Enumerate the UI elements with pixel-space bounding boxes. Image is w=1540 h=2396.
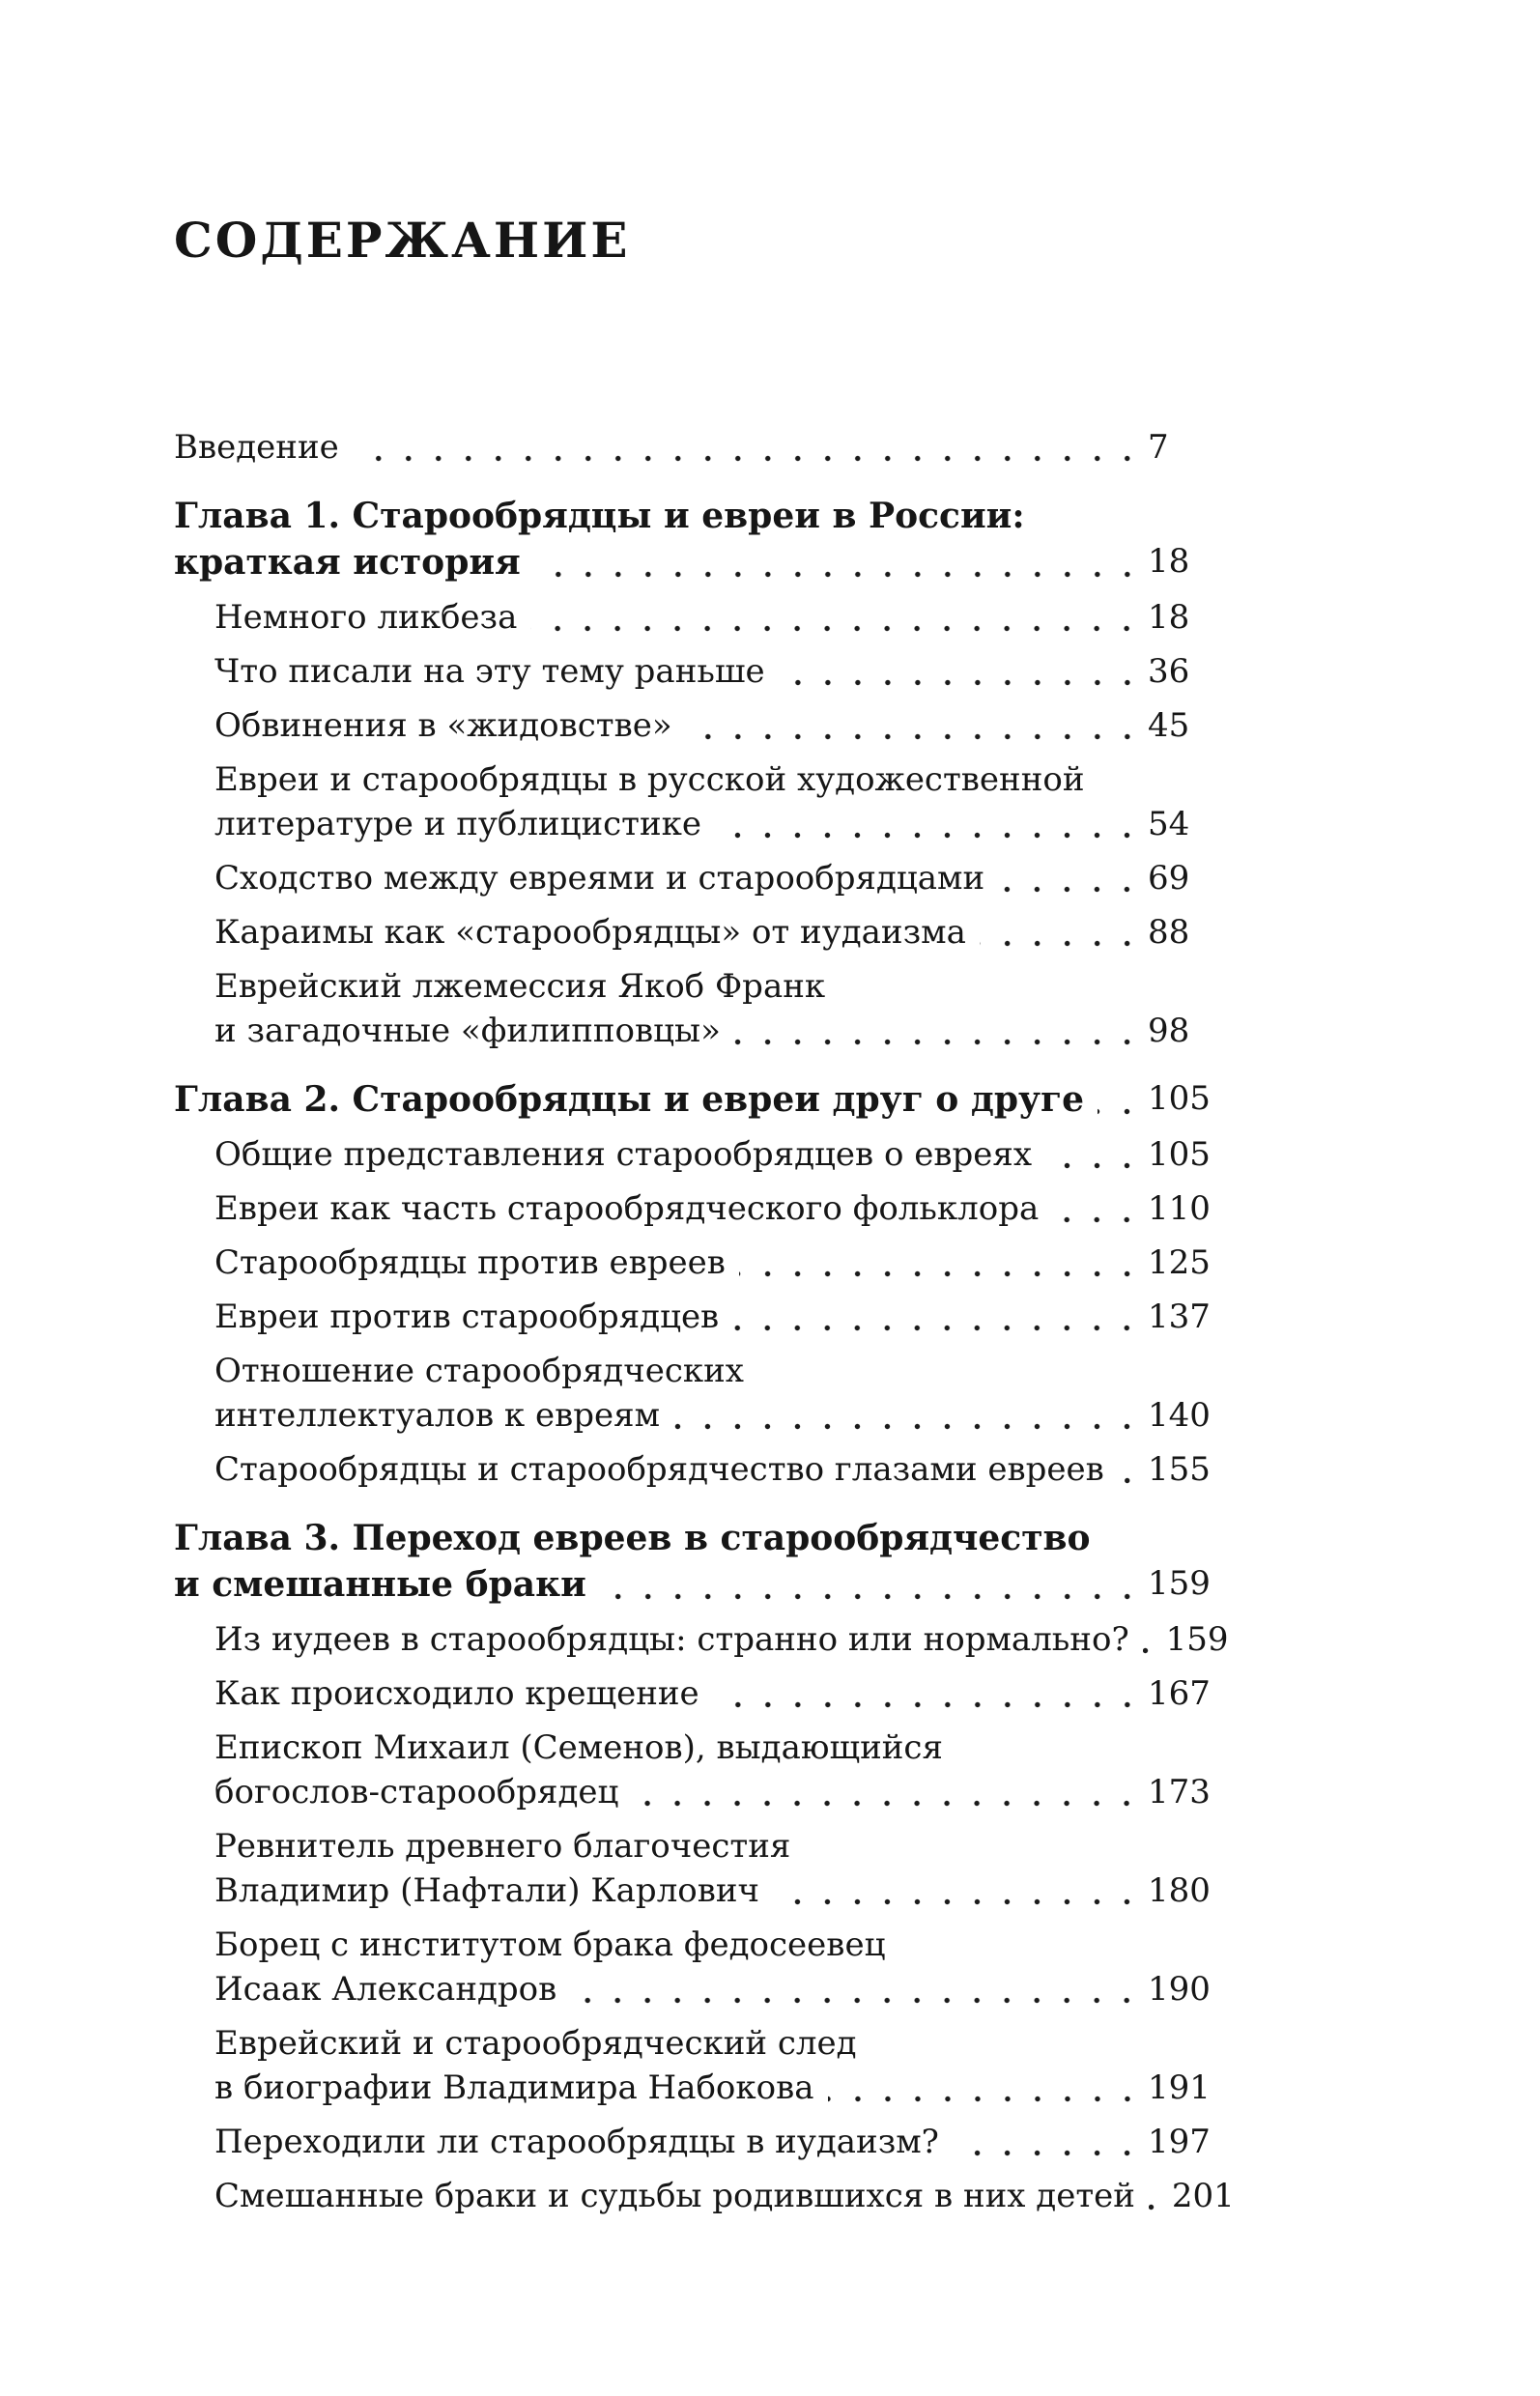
toc-entry-page-number: 98 bbox=[1148, 1012, 1190, 1050]
dot-leader bbox=[828, 2066, 1136, 2110]
toc-entry-page-number: 159 bbox=[1148, 1564, 1211, 1603]
toc-entry bbox=[174, 1617, 1229, 1662]
toc-entry-page-number: 137 bbox=[1148, 1298, 1211, 1336]
toc-entry-page-number: 7 bbox=[1148, 428, 1169, 467]
dot-leader bbox=[998, 856, 1136, 900]
toc-entry bbox=[174, 856, 1217, 900]
toc-entry-page-number: 173 bbox=[1148, 1773, 1211, 1811]
toc-entry-title: и загадочные «филипповцы» bbox=[214, 1012, 721, 1050]
toc-entry bbox=[174, 964, 1217, 1053]
toc-entry-title: Глава 2. Старообрядцы и евреи друг о друге bbox=[174, 1079, 1085, 1120]
toc-entry-last-line bbox=[174, 1561, 1217, 1608]
toc-entry bbox=[174, 493, 1217, 585]
toc-entry-last-line bbox=[214, 1617, 1229, 1662]
toc-entry-page-number: 69 bbox=[1148, 859, 1190, 898]
toc-entry-last-line bbox=[214, 649, 1217, 694]
dot-leader bbox=[739, 1241, 1136, 1285]
dot-leader bbox=[570, 1967, 1136, 2011]
toc-entry bbox=[174, 649, 1217, 694]
toc-entry bbox=[174, 1076, 1217, 1123]
toc-entry-page-number: 201 bbox=[1171, 2177, 1235, 2215]
toc-entry-title: Как происходило крещение bbox=[214, 1674, 699, 1713]
toc-entry-page-number: 167 bbox=[1148, 1674, 1211, 1713]
toc-entry-last-line bbox=[214, 1295, 1217, 1339]
dot-leader bbox=[353, 425, 1136, 470]
toc-entry-title: Евреи против старообрядцев bbox=[214, 1298, 720, 1336]
toc-entry bbox=[174, 2174, 1235, 2218]
toc-entry-title: краткая история bbox=[174, 542, 521, 583]
toc-entry bbox=[174, 1349, 1217, 1438]
toc-entry bbox=[174, 1241, 1217, 1285]
toc-entry-page-number: 140 bbox=[1148, 1396, 1211, 1435]
toc-entry-page-number: 155 bbox=[1148, 1450, 1211, 1489]
dot-leader bbox=[1118, 1447, 1136, 1492]
toc-entry-title: и смешанные браки bbox=[174, 1564, 586, 1605]
toc-entry-last-line bbox=[214, 595, 1217, 640]
toc-entry-last-line bbox=[214, 2066, 1217, 2110]
toc-entry-page-number: 190 bbox=[1148, 1970, 1211, 2009]
dot-leader bbox=[1143, 1617, 1155, 1662]
toc-entry-last-line bbox=[174, 539, 1217, 585]
dot-leader bbox=[632, 1770, 1136, 1814]
toc-entry-page-number: 18 bbox=[1148, 598, 1190, 637]
toc-entry bbox=[174, 1186, 1217, 1231]
toc-entry-title: Караимы как «старообрядцы» от иудаизма bbox=[214, 913, 966, 952]
toc-entry-title: Сходство между евреями и старообрядцами bbox=[214, 859, 985, 898]
dot-leader bbox=[734, 1009, 1136, 1053]
toc-entry-line: Глава 1. Старообрядцы и евреи в России: bbox=[174, 496, 1025, 536]
dot-leader bbox=[600, 1561, 1136, 1608]
dot-leader bbox=[779, 649, 1136, 694]
toc-entry bbox=[174, 2120, 1217, 2164]
dot-leader bbox=[534, 539, 1136, 585]
toc-entry bbox=[174, 1447, 1217, 1492]
toc-entry-last-line bbox=[214, 910, 1217, 955]
dot-leader bbox=[1052, 1186, 1136, 1231]
toc-entry-last-line bbox=[214, 1671, 1217, 1716]
toc-entry bbox=[174, 1824, 1217, 1913]
toc-entry-page-number: 125 bbox=[1148, 1243, 1211, 1282]
toc-entry-title: Владимир (Нафтали) Карлович bbox=[214, 1871, 760, 1910]
toc-entry-title: Введение bbox=[174, 428, 339, 467]
toc-entry-last-line bbox=[174, 425, 1217, 470]
dot-leader bbox=[732, 1295, 1136, 1339]
toc-entry-line: Отношение старообрядческих bbox=[214, 1352, 744, 1390]
toc-entry-last-line bbox=[214, 802, 1217, 846]
toc-entry bbox=[174, 1923, 1217, 2011]
dot-leader bbox=[953, 2120, 1136, 2164]
dot-leader bbox=[980, 910, 1136, 955]
toc-entry-title: Общие представления старообрядцев о евреях bbox=[214, 1135, 1033, 1174]
toc-entry bbox=[174, 1671, 1217, 1716]
toc-entry-last-line bbox=[214, 1770, 1217, 1814]
toc-entry-line: Ревнитель древнего благочестия bbox=[214, 1827, 791, 1866]
toc-entry-page-number: 191 bbox=[1148, 2068, 1211, 2107]
toc-entry-title: Из иудеев в старообрядцы: странно или нормально? bbox=[214, 1620, 1129, 1659]
toc-entry-title: Смешанные браки и судьбы родившихся в них детей bbox=[214, 2177, 1135, 2215]
toc-entry-page-number: 45 bbox=[1148, 706, 1190, 745]
toc-entry-last-line bbox=[214, 2174, 1235, 2218]
toc-entry bbox=[174, 757, 1217, 846]
toc-entry-last-line bbox=[214, 1186, 1217, 1231]
toc-entry-title: Старообрядцы и старообрядчество глазами евреев bbox=[214, 1450, 1104, 1489]
toc-entry-last-line bbox=[214, 1447, 1217, 1492]
toc-entry-line: Еврейский и старообрядческий след bbox=[214, 2024, 857, 2063]
toc-entry-page-number: 159 bbox=[1165, 1620, 1229, 1659]
toc-entry-page-number: 88 bbox=[1148, 913, 1190, 952]
toc-entry-title: Переходили ли старообрядцы в иудаизм? bbox=[214, 2123, 939, 2161]
toc-list bbox=[174, 425, 1235, 2218]
toc-entry bbox=[174, 425, 1217, 470]
toc-entry-page-number: 180 bbox=[1148, 1871, 1211, 1910]
toc-entry-title: Евреи как часть старообрядческого фольклора bbox=[214, 1189, 1040, 1228]
toc-entry-last-line bbox=[214, 703, 1217, 748]
toc-entry-title: Немного ликбеза bbox=[214, 598, 518, 637]
dot-leader bbox=[673, 1393, 1136, 1438]
toc-entry-title: литературе и публицистике bbox=[214, 805, 702, 843]
toc-entry-title: Что писали на эту тему раньше bbox=[214, 652, 765, 691]
toc-entry-title: Исаак Александров bbox=[214, 1970, 557, 2009]
toc-entry-page-number: 36 bbox=[1148, 652, 1190, 691]
dot-leader bbox=[686, 703, 1136, 748]
toc-entry bbox=[174, 1132, 1217, 1177]
toc-entry-page-number: 197 bbox=[1148, 2123, 1211, 2161]
toc-entry-page-number: 54 bbox=[1148, 805, 1190, 843]
toc-entry-line: Еврейский лжемессия Якоб Франк bbox=[214, 967, 826, 1006]
toc-entry bbox=[174, 2021, 1217, 2110]
toc-entry-title: Обвинения в «жидовстве» bbox=[214, 706, 672, 745]
dot-leader bbox=[1045, 1132, 1136, 1177]
toc-entry-page-number: 18 bbox=[1148, 542, 1190, 581]
toc-entry-last-line bbox=[214, 1393, 1217, 1438]
toc-entry-page-number: 105 bbox=[1148, 1079, 1211, 1118]
toc-entry-title: богослов-старообрядец bbox=[214, 1773, 619, 1811]
toc-entry-last-line bbox=[174, 1076, 1217, 1123]
toc-entry bbox=[174, 703, 1217, 748]
dot-leader bbox=[1098, 1076, 1136, 1123]
toc-entry-page-number: 105 bbox=[1148, 1135, 1211, 1174]
dot-leader bbox=[1149, 2174, 1160, 2218]
dot-leader bbox=[715, 802, 1136, 846]
toc-entry bbox=[174, 910, 1217, 955]
toc-entry bbox=[174, 1726, 1217, 1814]
toc-entry-line: Борец с институтом брака федосеевец bbox=[214, 1925, 886, 1964]
toc-entry-last-line bbox=[214, 1132, 1217, 1177]
toc-entry bbox=[174, 1295, 1217, 1339]
page-title: СОДЕРЖАНИЕ bbox=[174, 212, 631, 269]
toc-entry-last-line bbox=[214, 1241, 1217, 1285]
toc-entry-line: Евреи и старообрядцы в русской художественной bbox=[214, 760, 1085, 799]
dot-leader bbox=[713, 1671, 1136, 1716]
toc-entry-last-line bbox=[214, 856, 1217, 900]
toc-entry-last-line bbox=[214, 1868, 1217, 1913]
toc-entry-line: Глава 3. Переход евреев в старообрядчество bbox=[174, 1518, 1091, 1558]
toc-entry-last-line bbox=[214, 2120, 1217, 2164]
toc-entry-title: интеллектуалов к евреям bbox=[214, 1396, 661, 1435]
toc-entry-last-line bbox=[214, 1967, 1217, 2011]
toc-entry-last-line bbox=[214, 1009, 1217, 1053]
dot-leader bbox=[530, 595, 1136, 640]
toc-entry bbox=[174, 1515, 1217, 1608]
toc-entry-title: Старообрядцы против евреев bbox=[214, 1243, 726, 1282]
toc-entry bbox=[174, 595, 1217, 640]
toc-entry-page-number: 110 bbox=[1148, 1189, 1211, 1228]
toc-entry-title: в биографии Владимира Набокова bbox=[214, 2068, 814, 2107]
toc-entry-line: Епископ Михаил (Семенов), выдающийся bbox=[214, 1728, 943, 1767]
dot-leader bbox=[773, 1868, 1136, 1913]
